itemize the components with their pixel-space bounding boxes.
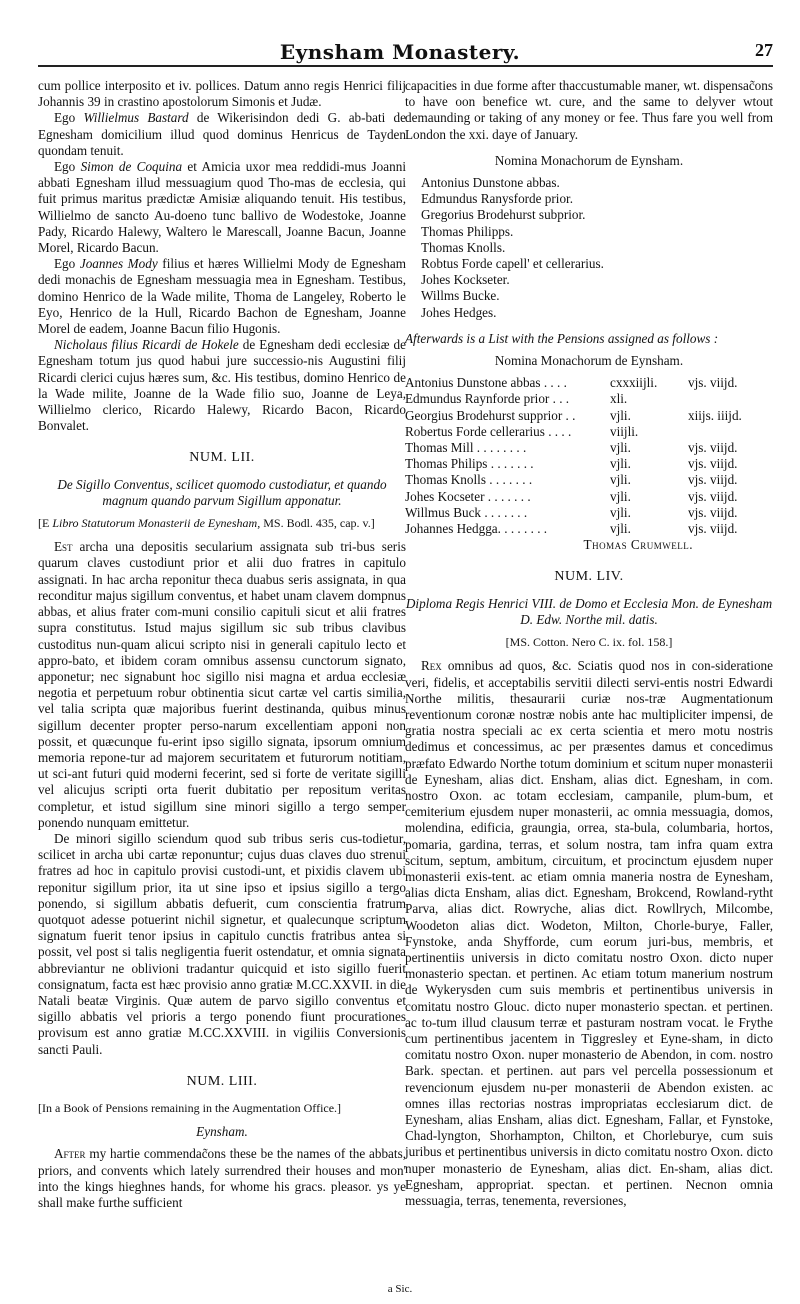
list-item: Gregorius Brodehurst subprior.	[421, 207, 586, 223]
pensions-intro: Afterwards is a List with the Pensions assigned as follows :	[405, 330, 719, 346]
names-heading: Nomina Monachorum de Eynsham.	[494, 353, 684, 369]
source-note: [In a Book of Pensions remaining in the Augmentation Office.]	[38, 1100, 342, 1115]
section-number: NUM. LIV.	[554, 569, 624, 585]
list-item: Johes Hedges.	[421, 304, 497, 320]
source-note: [E Libro Statutorum Monasterii de Eynesham, MS. Bodl. 435, cap. v.]	[38, 516, 375, 531]
section-title: Diploma Regis Henrici VIII. de Domo et Ecclesia Mon. de Eynesham D. Edw. Northe mil. datis.	[405, 595, 773, 627]
paragraph: After my hartie commendac̃ons these be the names of the abbats, priors, and convents which lately surrendred their houses and mon' into the kings hieghnes hands, for whome his gracs. pleasor. ys ye shall make furthe sufficient	[38, 1146, 406, 1210]
left-column	[38, 78, 406, 1211]
list-item: Antonius Dunstone abbas.	[421, 175, 560, 191]
names-heading: Nomina Monachorum de Eynsham.	[494, 152, 684, 168]
table-row: Thomas Mill . . . . . . . . vjli. vjs. viijd.	[405, 440, 738, 456]
list-item: Edmundus Ranysforde prior.	[421, 191, 574, 207]
right-column	[405, 78, 773, 1209]
footnote: a Sic.	[387, 1283, 413, 1295]
signature: Thomas Crumwell.	[583, 537, 693, 553]
paragraph: Rex omnibus ad quos, &c. Sciatis quod nos in con-sideratione veri, fidelis, et acceptabilis servitii dilecti servi-entis nostri Edwardi Northe militis, thesaurarii curiæ nos-træ Augmentationum reventionum coronæ nostræ nobis ante hac multipliciter impensi, de gratia nostra speciali ac ex certa scientia et mero motu nostris dedimus et concessimus, ac per præsentes damus et concedimus præfato Edwardo Northe totum dominium et scitum nuper monasterii de Eynesham, alias dict. Ensham, alias dict. Egnesham, in com. nostro Oxon. ac totam ecclesiam, campanile, plum-bum, et cemiterium ejusdem nuper monasterii, ac omnia messuagia, domos, molendina, edificia, graungia, orrea, sta-bula, columbaria, hortos, pomaria, gardina, terras, et solum nostra, tam infra quam extra scitum, septum, ambitum, circuitum, et procinctum ejusdem nuper monasterii exis-tent. ac etiam omnia maneria nostra de Eynesham, alias dicta Ensham, alias dict. Egnesham, Brokcend, Rowland-rytht Parva, alias dict. Rowryche, alias dict. Rowllrych, Milcombe, Woodeton alias dict. Wodeton, Milton, Chorle-burye, Faller, Fynstoke, anda Shyfforde, cum eorum juri-bus, membris, et pertinentiis universis in dicto comitatu nostro Oxon. dicto nuper monasterio spectan. et pertinen. Ac etiam totum manerium nostrum de Wykerysden cum suis membris et pertinentibus universis in comitatu nostro Glouc. dicto nuper monasterio spectan. et pertinen. ac to-tum illud clausum terræ et pasturam nostram vocat. le Frythe cum pertinentibus jacentem in Tiggresley et Eyne-sham, in dicto comitatu nostro Oxon. nuper monasterio de Abendon, in com. nostro Bark. spectan. et pertinen. aut pars vel percella possessionum et revencionum ejusdem nu-per monasterii de Abendon existen. ac omnes illas rectorias nostras impropriatas ecclesiarum dict. de Eynesham, alias Ensham, alias dict. Egnesham, Fallar, et Fynstoke, Chad-lyngton, Shorhampton, Chilton, et Chorleburye, cum suis juribus et pertinentibus universis in dicto comitatu nostro Oxon. dicto nuper monasterio de Eynesham, alias dict. En-sham, alias dict. Egnesham, appropriat. spectan. et pertinen. Necnon omnia messuagia, terras, tenementa, reversiones,	[405, 658, 773, 1208]
table-row: Thomas Philips . . . . . . . vjli. vjs. viijd.	[405, 456, 738, 472]
list-item: Robtus Forde capell' et cellerarius.	[421, 256, 604, 272]
table-row: Johes Kocseter . . . . . . . vjli. vjs. viijd.	[405, 488, 738, 504]
table-row: Willmus Buck . . . . . . . vjli. vjs. viijd.	[405, 504, 738, 520]
table-row: Robertus Forde cellerarius . . . . viijli.	[405, 423, 639, 439]
paragraph: Ego Willielmus Bastard de Wikerisindon dedi G. ab-bati de Egnesham domicilium illud quod dominus Henricus de Tayden quondam tenuit.	[38, 110, 406, 158]
paragraph: cum pollice interposito et iv. pollices. Datum anno regis Henrici filij Johannis 39 in crastino apostolorum Simonis et Judæ.	[38, 78, 406, 110]
paragraph: Est archa una depositis secularium assignata sub tri-bus seris quarum claves custodiunt prior et alii duo fratres in capitulo assignati. In hac archa reponitur theca duabus seris assignata, in qua reconditur majus sigillum conventus, et habet unam clavem dompnus abbas, et alius frater com-muni consilio capituli sicut et alii fratres supra constitutus. Istud majus sigillum sic sub tribus clavibus custoditus nun-quam alicui scripto nisi in generali capitulo lecto et appro-bato, et ibidem coram omnibus assensu cunctorum signato, apponetur; nec signabunt hoc sigillo nisi magna et ardua ecclesiæ negotia et perpetuum robur obtinentia sicut cartæ vel cartis similia, vel talia scripta quæ majoribus fuerint destinanda, quibus minus sigillum decenter propter perso-narum excellentiam apponi non possit, et quæcunque fu-erint ipso sigillo signata, ipsorum omnium memoria repone-tur ad majorem securitatem et futurorum notitiam, ut sci-ant futuri quid moderni fecerint, sed si forte de veritate sigilli vel alicujus scripti orta fuerit dubitatio per repositum veritas completur, et istud sigillum sine minori sigillo a tergo semper ponendo nunquam emittetur.	[38, 539, 406, 830]
section-title: De Sigillo Conventus, scilicet quomodo custodiatur, et quando magnum quando parvum Sigillum apponatur.	[57, 476, 387, 508]
list-item: Johes Kockseter.	[421, 272, 510, 288]
list-item: Thomas Knolls.	[421, 239, 506, 255]
list-item: Thomas Philipps.	[421, 223, 514, 239]
table-row: Antonius Dunstone abbas . . . . cxxxiijli. vjs. viijd.	[405, 375, 738, 391]
table-row: Johannes Hedgga. . . . . . . . vjli. vjs. viijd.	[405, 521, 738, 537]
paragraph: capacities in due forme after thaccustumable maner, wt. dispensac̃ons to have oon benefice wt. cure, and the same to delyver wtout demaunding or taking of any money or fee. Thus fare you well from London the xxi. daye of January.	[405, 78, 773, 142]
section-number: NUM. LII.	[189, 450, 255, 466]
place-heading: Eynsham.	[196, 1124, 248, 1140]
table-row: Edmundus Raynforde prior . . . xli.	[405, 391, 628, 407]
list-item: Willms Bucke.	[421, 288, 500, 304]
source-note: [MS. Cotton. Nero C. ix. fol. 158.]	[505, 635, 673, 650]
table-row: Georgius Brodehurst supprior . . vjli. xiijs. iiijd.	[405, 407, 742, 423]
paragraph: Nicholaus filius Ricardi de Hokele de Egnesham dedi ecclesiæ de Egnesham totum jus quod habui jure successio-nis Augustini filij Ricardi clerici cujus hæres sum, &c. His testibus, domino Henrico de la Wade milite, Joanne de la Wade filio suo, Joanne de Leya, Willielmo clerico, Ricardo Halewy, Ricardo Bacon, Ricardo Bonvalet.	[38, 337, 406, 434]
pensions-table	[405, 375, 773, 537]
running-title: Eynsham Monastery.	[279, 40, 521, 64]
table-row: Thomas Knolls . . . . . . . vjli. vjs. viijd.	[405, 472, 738, 488]
monk-names-list	[405, 175, 773, 321]
header-rule	[38, 65, 773, 67]
paragraph: Ego Joannes Mody filius et hæres Willielmi Mody de Egnesham dedi monachis de Egnesham messuagia mea in Egnesham. Testibus, domino Henrico de la Wade milite, Thoma de Langeley, Roberto le Eyo, Henrico de la Hull, Ricardo Bachon de Egnesham, Joanne Morel de eadem, Joanne Bacun filio Hugonis.	[38, 256, 406, 337]
page-header	[0, 0, 800, 90]
paragraph: De minori sigillo sciendum quod sub tribus seris cus-todietur, scilicet in archa ubi cartæ reponuntur; cujus duas claves duo strenui fratres ad hoc in capitulo provisi custodi-unt, et pixidis clavem ubi reponitur sigillum prior, ita ut sine ipso et ipsius sigillo a tergo ponendo, si sigillum abbatis defuerit, cum conscientia fratrum quotquot adesse potuerint nichil signetur, et qualecunque scriptum signatum fuerit tenor ipsius in capitulo cunctis fratribus antea si possit, vel post si talis negligentia fuerit ostendatur, et omnia signata abbreviantur ne oblivioni tradantur quicquid et isto sigillo fuerit consignatum, facta est hæc provisio anno gratiæ M.CC.XXVII. in die Natali beatæ Virginis. Quæ autem de parvo sigillo conventus et sigillo abbatis vel prioris a tergo ponendo fiunt procurationes provisum est anno gratiæ M.CC.XXVIII. in vigiliis Conversionis sancti Pauli.	[38, 830, 406, 1057]
page-number: 27	[755, 40, 773, 60]
section-number: NUM. LIII.	[186, 1073, 258, 1089]
paragraph: Ego Simon de Coquina et Amicia uxor mea reddidi-mus Joanni abbati Egnesham illud messuagium quod Tho-mas de ecclesia, qui fuit primus maritus prædictæ Amisiæ aliquando tenuit. His testibus, Willielmo de sancto Au-doeno tunc ballivo de Wodestoke, Joanne Pady, Ricardo Halewy, Waltero le Marescall, Joanne Bacun, Joanne Morel, Ricardo Bacun.	[38, 159, 406, 256]
